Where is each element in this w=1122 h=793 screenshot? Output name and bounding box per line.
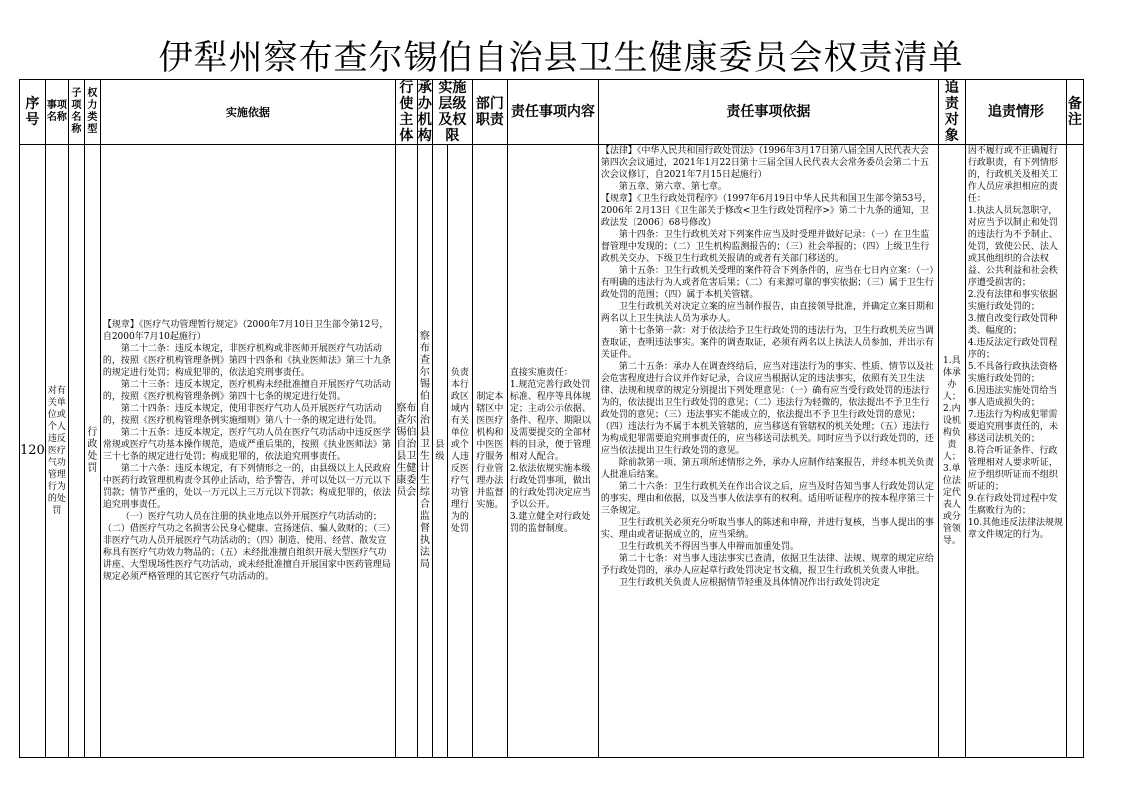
resp-basis-text — [599, 145, 938, 757]
resp_basis-paragraph: 卫生行政机关必须充分听取当事人的陈述和申辩，并进行复核，当事人提出的事实、理由或者证据成立的，应当采纳。 — [600, 518, 934, 540]
cell-undertaker: 察布查尔锡伯自治县卫生计生综合监督执法局 — [417, 145, 432, 758]
accountable_situations-paragraph: 1.执法人员玩忽职守，对应当予以制止和处罚的违法行为不予制止、处罚，致使公民、法人或其他组织的合法权益、公共利益和社会秩序遭受损害的； — [967, 206, 1058, 288]
header-remarks: 备注 — [1066, 80, 1083, 145]
resp_content-paragraph: 3.建立健全对行政处罚的监督制度。 — [509, 512, 591, 534]
cell-level — [432, 145, 472, 758]
header-subject: 行使主体 — [395, 80, 417, 145]
table-header-row — [20, 80, 1084, 145]
basis-paragraph: 【规章】《医疗气功管理暂行规定》（2000年7月10日卫生部令第12号，自2000年7月10起施行） — [102, 320, 389, 342]
cell-power-type: 行政处罚 — [84, 145, 100, 758]
accountable_situations-paragraph: 5.不具备行政执法资格实施行政处罚的； — [967, 362, 1058, 384]
resp-content-text — [508, 367, 598, 535]
responsibility-table — [19, 79, 1084, 758]
header-level: 实施层级及权限 — [432, 80, 472, 145]
resp_content-paragraph: 2.依法依规实施本级行政处罚事项，做出的行政处罚决定应当予以公开。 — [509, 464, 591, 510]
resp_basis-paragraph: 第二十七条：对当事人违法事实已查清，依据卫生法律、法规、规章的规定应给予行政处罚的，承办人应起草行政处罚决定书文稿，报卫生行政机关负责人审批。 — [600, 554, 934, 576]
cell-sub-item — [68, 145, 84, 758]
header-item-name: 事项名称 — [45, 80, 68, 145]
header-dept-duty: 部门职责 — [472, 80, 507, 145]
cell-remarks — [1066, 145, 1083, 758]
resp_basis-paragraph: 第二十六条：卫生行政机关在作出合议之后，应当及时告知当事人行政处罚认定的事实、理由和依据，以及当事人依法享有的权利。适用听证程序的按本程序第三十三条规定。 — [600, 482, 934, 516]
cell-dept-duty — [472, 145, 507, 758]
resp_basis-paragraph: 第五章、第六章、第七章。 — [618, 182, 727, 192]
resp_basis-paragraph: 【规章】《卫生行政处罚程序》（1997年6月19日中华人民共和国卫生部令第53号，2006年 2月13日《卫生部关于修改<卫生行政处罚程序>》第二十九条的通知，卫政法发〔2006〕68号修改） — [600, 194, 932, 228]
resp_basis-paragraph: 卫生行政机关负责人应根据情节轻重及具体情况作出行政处罚决定 — [618, 578, 880, 588]
resp_content-paragraph: 直接实施责任： — [509, 368, 573, 378]
cell-basis — [100, 145, 395, 758]
header-basis: 实施依据 — [100, 80, 395, 145]
header-sub-item: 子项名称 — [68, 80, 84, 145]
page-title: 伊犁州察布查尔锡伯自治县卫生健康委员会权责清单 — [158, 38, 964, 78]
header-power-type: 权力类型 — [84, 80, 100, 145]
header-seq: 序号 — [20, 80, 46, 145]
accountable_situations-paragraph: 因不履行或不正确履行行政职责，有下列情形的，行政机关及相关工作人员应承担相应的责任： — [967, 146, 1058, 204]
header-resp-content: 责任事项内容 — [507, 80, 598, 145]
dept-duty-text: 制定本辖区中医医疗机构和中医医疗服务行业管理办法并监督实施。 — [476, 392, 504, 510]
header-accountable-situations: 追责情形 — [965, 80, 1066, 145]
cell-accountable-situations — [965, 145, 1066, 758]
accountable-text: 1.具体承办人；2.内设机构负责人；3.单位法定代表人或分管领导。 — [942, 356, 961, 546]
resp_basis-paragraph: 第十四条：卫生行政机关对下列案件应当及时受理并做好记录：（一）在卫生监督管理中发现的；（二）卫生机构监测报告的；（三）社会举报的；（四）上级卫生行政机关交办、下级卫生行政机关报请的或者有关部门移送的。 — [600, 230, 930, 264]
accountable-situations-text — [966, 145, 1066, 757]
cell-seq: 120 — [20, 145, 46, 758]
header-accountable: 追责对象 — [938, 80, 965, 145]
resp_basis-paragraph: 【法律】《中华人民共和国行政处罚法》（1996年3月17日第八届全国人民代表大会第四次会议通过，2021年1月22日第十三届全国人民代表大会常务委员会第二十五次会议修订，自2021年7月15日起施行） — [600, 146, 929, 180]
resp_content-paragraph: 1.规范完善行政处罚标准、程序等具体规定；主动公示依据、条件、程序、期限以及需要提交的全部材料的目录，便于管理相对人配合。 — [509, 380, 591, 462]
header-undertaker: 承办机构 — [417, 80, 432, 144]
table-row — [20, 145, 1084, 758]
resp_basis-paragraph: 卫生行政机关不得因当事人申辩而加重处罚。 — [618, 542, 799, 552]
cell-subject: 察布查尔锡伯自治县卫生健康委员会 — [395, 145, 417, 758]
cell-resp-content — [507, 145, 598, 758]
basis-paragraph: 第二十六条：违反本规定，有下列情形之一的，由县级以上人民政府中医药行政管理机构责令其停止活动，给予警告，并可以处以一万元以下罚款；情节严重的，处以一万元以上三万元以下罚款；构成犯罪的，依法追究刑事责任。 — [102, 464, 391, 510]
basis-paragraph: 第二十四条：违反本规定，使用非医疗气功人员开展医疗气功活动的，按照《医疗机构管理条例实施细则》第八十一条的规定进行处罚。 — [102, 404, 382, 426]
level-label: 县级 — [435, 440, 445, 462]
cell-item-name — [45, 145, 68, 758]
header-resp-basis: 责任事项依据 — [598, 80, 938, 145]
accountable_situations-paragraph: 2.没有法律和事实依据实施行政处罚的； — [967, 290, 1058, 312]
resp_basis-paragraph: 卫生行政机关对决定立案的应当制作报告，由直接领导批准，并确定立案日期和两名以上卫生执法人员为承办人。 — [600, 302, 934, 324]
accountable_situations-paragraph: 6.因违法实施处罚给当事人造成损失的； — [967, 386, 1058, 408]
basis-text — [101, 319, 395, 583]
accountable_situations-paragraph: 9.在行政处罚过程中发生腐败行为的； — [967, 494, 1058, 516]
accountable_situations-paragraph: 4.违反法定行政处罚程序的； — [967, 338, 1058, 360]
basis-paragraph: 第二十二条：违反本规定，非医疗机构或非医师开展医疗气功活动的，按照《医疗机构管理条例》第四十四条和《执业医师法》第三十九条的规定进行处罚；构成犯罪的，依法追究刑事责任。 — [102, 344, 391, 378]
cell-accountable — [938, 145, 965, 758]
resp_basis-paragraph: 除前款第一项、第五项所述情形之外，承办人应制作结案报告，并经本机关负责人批准后结案。 — [600, 458, 934, 480]
cell-resp-basis — [598, 145, 938, 758]
accountable_situations-paragraph: 10.其他违反法律法规规章文件规定的行为。 — [967, 518, 1064, 540]
accountable_situations-paragraph: 8.符合听证条件、行政管理相对人要求听证，应予组织听证而不组织听证的； — [967, 446, 1058, 492]
basis-paragraph: 第二十三条：违反本规定，医疗机构未经批准擅自开展医疗气功活动的，按照《医疗机构管理条例》第四十七条的规定进行处罚。 — [102, 380, 391, 402]
accountable_situations-paragraph: 3.擅自改变行政处罚种类、幅度的； — [967, 314, 1058, 336]
accountable_situations-paragraph: 7.违法行为构成犯罪需要追究刑事责任的，未移送司法机关的； — [967, 410, 1058, 444]
resp_basis-paragraph: 第十七条第一款：对于依法给予卫生行政处罚的违法行为，卫生行政机关应当调查取证，查明违法事实。案件的调查取证，必须有两名以上执法人员参加，并出示有关证件。 — [600, 326, 934, 360]
basis-paragraph: 第二十五条：违反本规定，医疗气功人员在医疗气功活动中违反医学常规或医疗气功基本操作规范，造成严重后果的，按照《执业医师法》第三十七条的规定进行处罚；构成犯罪的，依法追究刑事责任。 — [102, 428, 391, 462]
basis-paragraph: （一）医疗气功人员在注册的执业地点以外开展医疗气功活动的；（二）借医疗气功之名损害公民身心健康、宣扬迷信、骗人敛财的；（三）非医疗气功人员开展医疗气功活动的；（四）制造、使用、经营、散发宣称具有医疗气功效力物品的；（五）未经批准擅自组织开展大型医疗气功讲座、大型现场性医疗气功活动，或未经批准擅自开展国家中医药管理局规定必须严格管理的其它医疗气功活动的。 — [102, 512, 391, 582]
item-name-text: 对有关单位或个人违反医疗气功管理行为的处罚 — [47, 386, 66, 516]
resp_basis-paragraph: 第十五条：卫生行政机关受理的案件符合下列条件的，应当在七日内立案：（一）有明确的违法行为人或者危害后果；（二）有来源可靠的事实依据；（三）属于卫生行政处罚的范围；（四）属于本机关管辖。 — [600, 266, 934, 300]
resp_basis-paragraph: 第二十五条：承办人在调查终结后，应当对违法行为的事实、性质、情节以及社会危害程度进行合议并作好记录，合议应当根据认定的违法事实，依照有关卫生法律、法规和规章的规定分别提出下列处理意见：（一）确有应当受行政处罚的违法行为的，依法提出卫生行政处罚的意见；（二）违法行为轻微的，依法提出不予卫生行政处罚的意见；（三）违法事实不能成立的，依法提出不予卫生行政处罚的意见；（四）违法行为不属于本机关管辖的，应当移送有管辖权的机关处理；（五）违法行为构成犯罪需要追究刑事责任的，应当移送司法机关。同时应当予以行政处罚的，还应当依法提出卫生行政处罚的意见。 — [600, 362, 934, 456]
level-extra-text: 负责本行政区域内有关单位或个人违反医疗气功管理行为的处罚 — [450, 368, 469, 534]
